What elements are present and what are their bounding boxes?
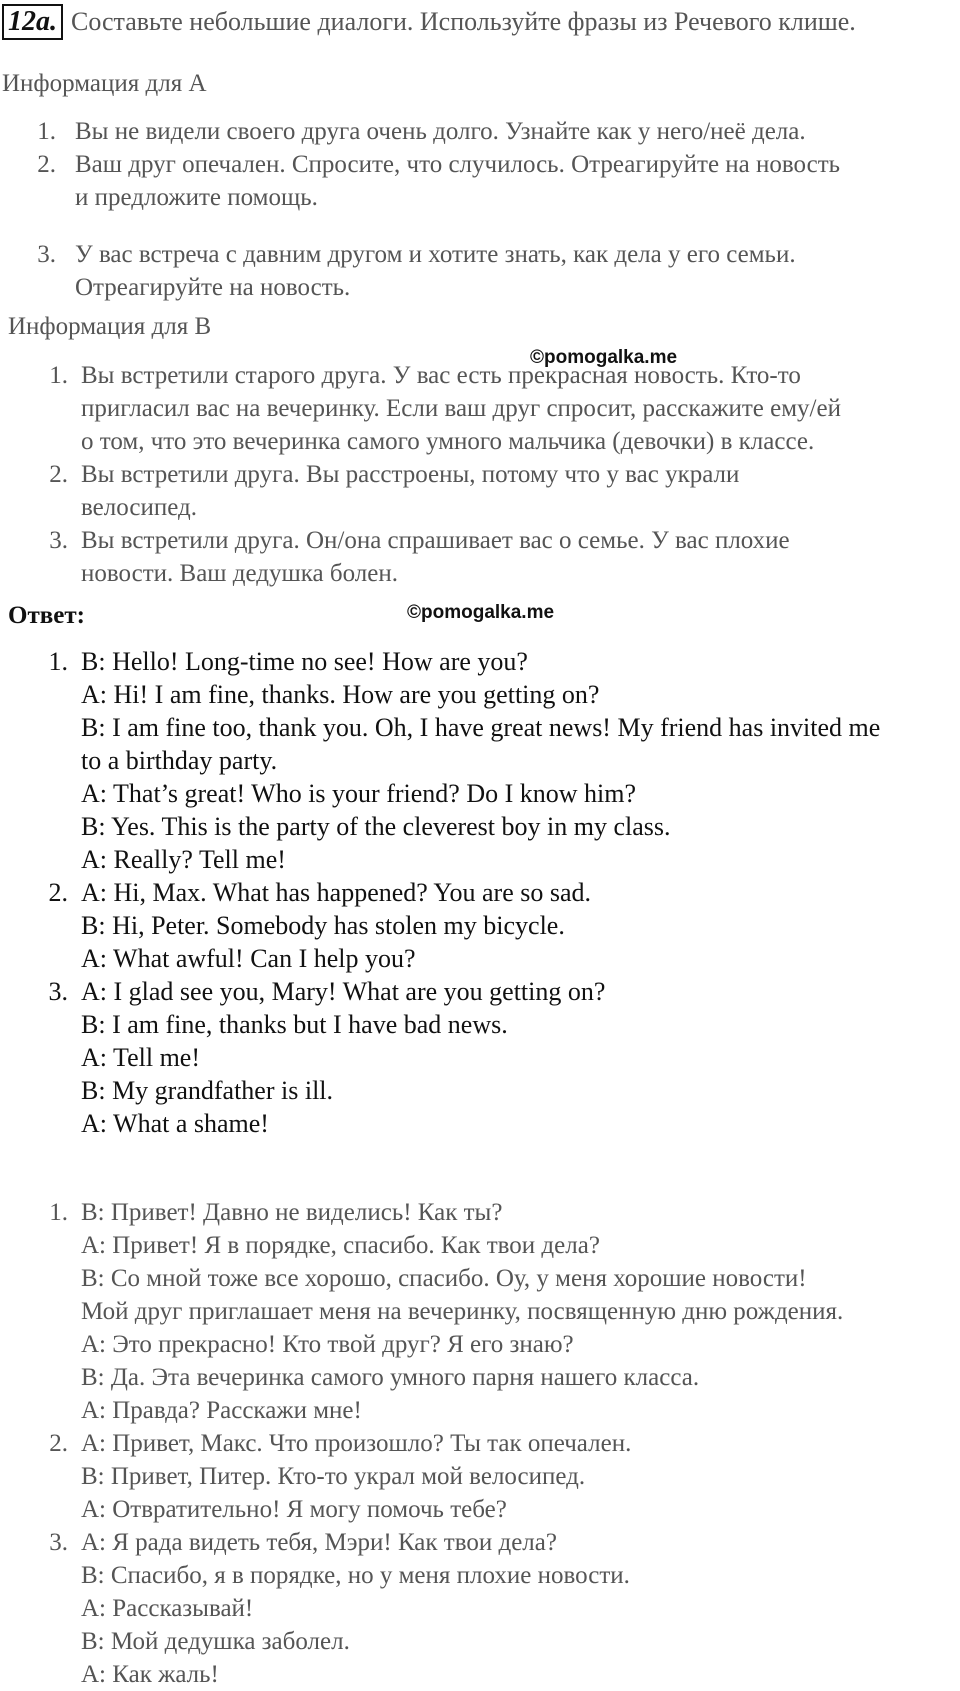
info-b-list (0, 359, 960, 590)
list-item (0, 359, 960, 458)
dialogue-text: B: Yes. This is the party of the cleverest boy in my class. (81, 812, 671, 841)
dialogue-line (0, 777, 960, 810)
dialogue-text: B: My grandfather is ill. (81, 1076, 334, 1105)
info-b-heading: Информация для В (8, 313, 212, 340)
dialogue-text: А: Это прекрасно! Кто твой друг? Я его знаю? (81, 1331, 574, 1358)
dialogue-text: A: Really? Tell me! (81, 845, 286, 874)
dialogue-text: B: I am fine too, thank you. Oh, I have great news! My friend has invited me (81, 713, 881, 742)
dialogue-line (0, 1526, 960, 1559)
watermark-top: ©pomogalka.me (530, 347, 678, 368)
list-item (0, 148, 960, 214)
dialogue-line (0, 1592, 960, 1625)
dialogue-line (0, 1295, 960, 1328)
dialogue-text: А: Рассказывай! (81, 1595, 254, 1622)
item-text-line: Вы встретили старого друга. У вас есть прекрасная новость. Кто-то (81, 362, 801, 389)
dialogue-number: 3. (48, 977, 68, 1006)
dialogue-number: 1. (48, 647, 68, 676)
dialogue-text: А: Привет! Я в порядке, спасибо. Как твои дела? (81, 1232, 600, 1259)
dialogue-line (0, 1658, 960, 1691)
dialogue-line (0, 1008, 960, 1041)
dialogue-line (0, 711, 960, 744)
dialogue-text: В: Спасибо, я в порядке, но у меня плохие новости. (81, 1562, 630, 1589)
dialogue-text: В: Да. Эта вечеринка самого умного парня нашего класса. (81, 1364, 700, 1391)
dialogue-text: А: Правда? Расскажи мне! (81, 1397, 362, 1424)
watermark-middle: ©pomogalka.me (407, 602, 555, 623)
item-number: 3. (49, 527, 68, 554)
dialogue-number: 2. (48, 878, 68, 907)
item-number: 2. (49, 461, 68, 488)
item-number: 1. (49, 362, 68, 389)
info-a-list (0, 115, 960, 304)
dialogue-text: A: That’s great! Who is your friend? Do I know him? (81, 779, 637, 808)
dialogue-text: В: Привет! Давно не виделись! Как ты? (81, 1199, 503, 1226)
info-a-heading: Информация для А (2, 70, 207, 97)
dialogue-number: 1. (49, 1199, 68, 1226)
dialogue-text: A: What awful! Can I help you? (81, 944, 416, 973)
dialogue-text: A: Hi, Max. What has happened? You are so sad. (81, 878, 592, 907)
dialogue-text: А: Как жаль! (81, 1661, 219, 1688)
dialogue-line (0, 1328, 960, 1361)
list-item (0, 458, 960, 524)
dialogue-line (0, 1427, 960, 1460)
item-text-line: Ваш друг опечален. Спросите, что случилось. Отреагируйте на новость (75, 151, 841, 178)
dialogue-line (0, 1196, 960, 1229)
dialogue-text: В: Мой дедушка заболел. (81, 1628, 350, 1655)
dialogue-line (0, 1041, 960, 1074)
item-text-line: Отреагируйте на новость. (75, 274, 351, 301)
dialogue-text: A: Hi! I am fine, thanks. How are you getting on? (81, 680, 600, 709)
dialogue-text: А: Я рада видеть тебя, Мэри! Как твои дела? (81, 1529, 557, 1556)
item-text-line: Вы не видели своего друга очень долго. Узнайте как у него/неё дела. (75, 118, 806, 145)
dialogue-text: Мой друг приглашает меня на вечеринку, посвященную дню рождения. (81, 1298, 844, 1325)
list-item (0, 524, 960, 590)
dialogue-text: A: Tell me! (81, 1043, 201, 1072)
dialogue-line (0, 1559, 960, 1592)
item-number: 2. (37, 151, 56, 178)
item-text-line: и предложите помощь. (75, 184, 318, 211)
dialogue-text: А: Отвратительно! Я могу помочь тебе? (81, 1496, 507, 1523)
dialogue-line (0, 876, 960, 909)
dialogue-line (0, 1394, 960, 1427)
list-item (0, 115, 960, 148)
list-item (0, 238, 960, 304)
item-number: 1. (37, 118, 56, 145)
dialogue-line (0, 1107, 960, 1140)
dialogue-line (0, 1493, 960, 1526)
item-text-line: пригласил вас на вечеринку. Если ваш друг спросит, расскажите ему/ей (81, 395, 841, 422)
item-text-line: о том, что это вечеринка самого умного мальчика (девочки) в классе. (81, 428, 815, 455)
dialogue-line (0, 1229, 960, 1262)
item-text-line: У вас встреча с давним другом и хотите знать, как дела у его семьи. (75, 241, 796, 268)
dialogue-text: A: What a shame! (81, 1109, 269, 1138)
dialogue-line (0, 744, 960, 777)
dialogue-number: 3. (49, 1529, 68, 1556)
item-number: 3. (37, 241, 56, 268)
task-header (2, 4, 856, 40)
dialogue-text: В: Привет, Питер. Кто-то украл мой велосипед. (81, 1463, 586, 1490)
item-text-line: Вы встретили друга. Он/она спрашивает вас о семье. У вас плохие (81, 527, 790, 554)
dialogue-text: B: I am fine, thanks but I have bad news. (81, 1010, 508, 1039)
dialogue-line (0, 1361, 960, 1394)
dialogue-text: В: Со мной тоже все хорошо, спасибо. Оу, у меня хорошие новости! (81, 1265, 807, 1292)
task-instruction: Составьте небольшие диалоги. Используйте фразы из Речевого клише. (71, 7, 856, 36)
dialogue-line (0, 1074, 960, 1107)
item-text-line: новости. Ваш дедушка болен. (81, 560, 398, 587)
dialogue-text: А: Привет, Макс. Что произошло? Ты так опечален. (81, 1430, 632, 1457)
item-text-line: Вы встретили друга. Вы расстроены, потому что у вас украли (81, 461, 740, 488)
dialogue-line (0, 645, 960, 678)
dialogue-line (0, 909, 960, 942)
dialogue-line (0, 1460, 960, 1493)
dialogue-line (0, 1262, 960, 1295)
dialogue-line (0, 810, 960, 843)
answer-label: Ответ: (8, 602, 85, 629)
dialogue-number: 2. (49, 1430, 68, 1457)
task-number: 12a. (2, 4, 63, 40)
dialogue-line (0, 678, 960, 711)
answer-english-list (0, 645, 960, 1140)
item-text-line: велосипед. (81, 494, 197, 521)
answer-russian-list (0, 1196, 960, 1691)
dialogue-text: B: Hi, Peter. Somebody has stolen my bicycle. (81, 911, 565, 940)
dialogue-line (0, 975, 960, 1008)
dialogue-text: A: I glad see you, Mary! What are you getting on? (81, 977, 606, 1006)
dialogue-line (0, 1625, 960, 1658)
dialogue-line (0, 942, 960, 975)
dialogue-text: B: Hello! Long-time no see! How are you? (81, 647, 528, 676)
dialogue-text: to a birthday party. (81, 746, 278, 775)
dialogue-line (0, 843, 960, 876)
